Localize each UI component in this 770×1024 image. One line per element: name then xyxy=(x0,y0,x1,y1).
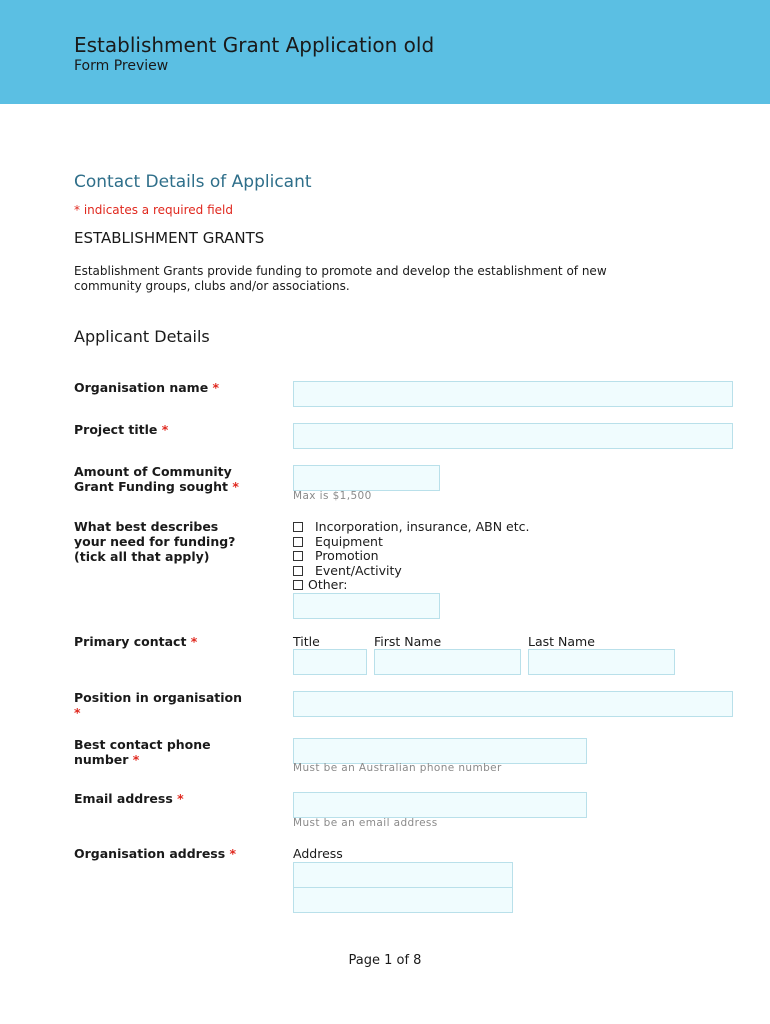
required-marker: * xyxy=(74,705,81,720)
required-marker: * xyxy=(232,479,239,494)
page-number: Page 1 of 8 xyxy=(348,953,422,968)
amount-input[interactable] xyxy=(293,465,440,491)
amount-hint: Max is $1,500 xyxy=(293,490,372,502)
first-name-input[interactable] xyxy=(374,649,521,675)
grants-heading: ESTABLISHMENT GRANTS xyxy=(74,229,265,247)
required-marker: * xyxy=(161,422,169,437)
checkbox-option-incorporation[interactable]: Incorporation, insurance, ABN etc. xyxy=(293,519,530,534)
last-name-input[interactable] xyxy=(528,649,675,675)
position-input[interactable] xyxy=(293,691,733,717)
address-line2-input[interactable] xyxy=(293,887,513,913)
required-marker: * xyxy=(212,380,220,395)
required-marker: * xyxy=(229,846,237,861)
first-name-label: First Name xyxy=(374,634,442,649)
address-line1-input[interactable] xyxy=(293,862,513,888)
last-name-label: Last Name xyxy=(528,634,595,649)
other-need-input[interactable] xyxy=(293,593,440,619)
phone-hint: Must be an Australian phone number xyxy=(293,762,502,774)
email-hint: Must be an email address xyxy=(293,817,438,829)
project-title-input[interactable] xyxy=(293,423,733,449)
checkbox-option-equipment[interactable]: Equipment xyxy=(293,534,383,549)
address-sub-label: Address xyxy=(293,846,343,861)
position-label: Position in organisation * xyxy=(74,690,243,720)
form-subtitle: Form Preview xyxy=(74,58,169,74)
primary-contact-label: Primary contact * xyxy=(74,634,198,649)
required-marker: * xyxy=(177,791,184,806)
required-marker: * xyxy=(132,752,140,767)
section-title: Contact Details of Applicant xyxy=(74,172,312,192)
applicant-details-heading: Applicant Details xyxy=(74,327,210,346)
phone-label: Best contact phone number * xyxy=(74,737,211,767)
checkbox-icon[interactable] xyxy=(293,537,303,547)
checkbox-icon[interactable] xyxy=(293,551,303,561)
organisation-address-label: Organisation address * xyxy=(74,846,237,861)
form-title: Establishment Grant Application old xyxy=(74,33,435,57)
checkbox-option-event-activity[interactable]: Event/Activity xyxy=(293,563,402,578)
funding-need-label: What best describes your need for funding? (tick all that apply) xyxy=(74,519,236,564)
organisation-name-input[interactable] xyxy=(293,381,733,407)
project-title-label: Project title * xyxy=(74,422,169,437)
checkbox-icon[interactable] xyxy=(293,580,303,590)
organisation-name-label: Organisation name * xyxy=(74,380,220,395)
required-marker: * xyxy=(190,634,198,649)
phone-input[interactable] xyxy=(293,738,587,764)
email-input[interactable] xyxy=(293,792,587,818)
title-label: Title xyxy=(293,634,320,649)
amount-label: Amount of Community Grant Funding sought * xyxy=(74,464,239,494)
checkbox-option-other[interactable]: Other: xyxy=(293,577,347,592)
email-label: Email address * xyxy=(74,791,184,806)
checkbox-icon[interactable] xyxy=(293,522,303,532)
title-input[interactable] xyxy=(293,649,367,675)
required-field-note: * indicates a required field xyxy=(74,203,233,217)
form-header xyxy=(0,0,770,104)
checkbox-option-promotion[interactable]: Promotion xyxy=(293,548,379,563)
grants-description: Establishment Grants provide funding to promote and develop the establishment of new community groups, clubs and/or associations. xyxy=(74,264,607,293)
checkbox-icon[interactable] xyxy=(293,566,303,576)
